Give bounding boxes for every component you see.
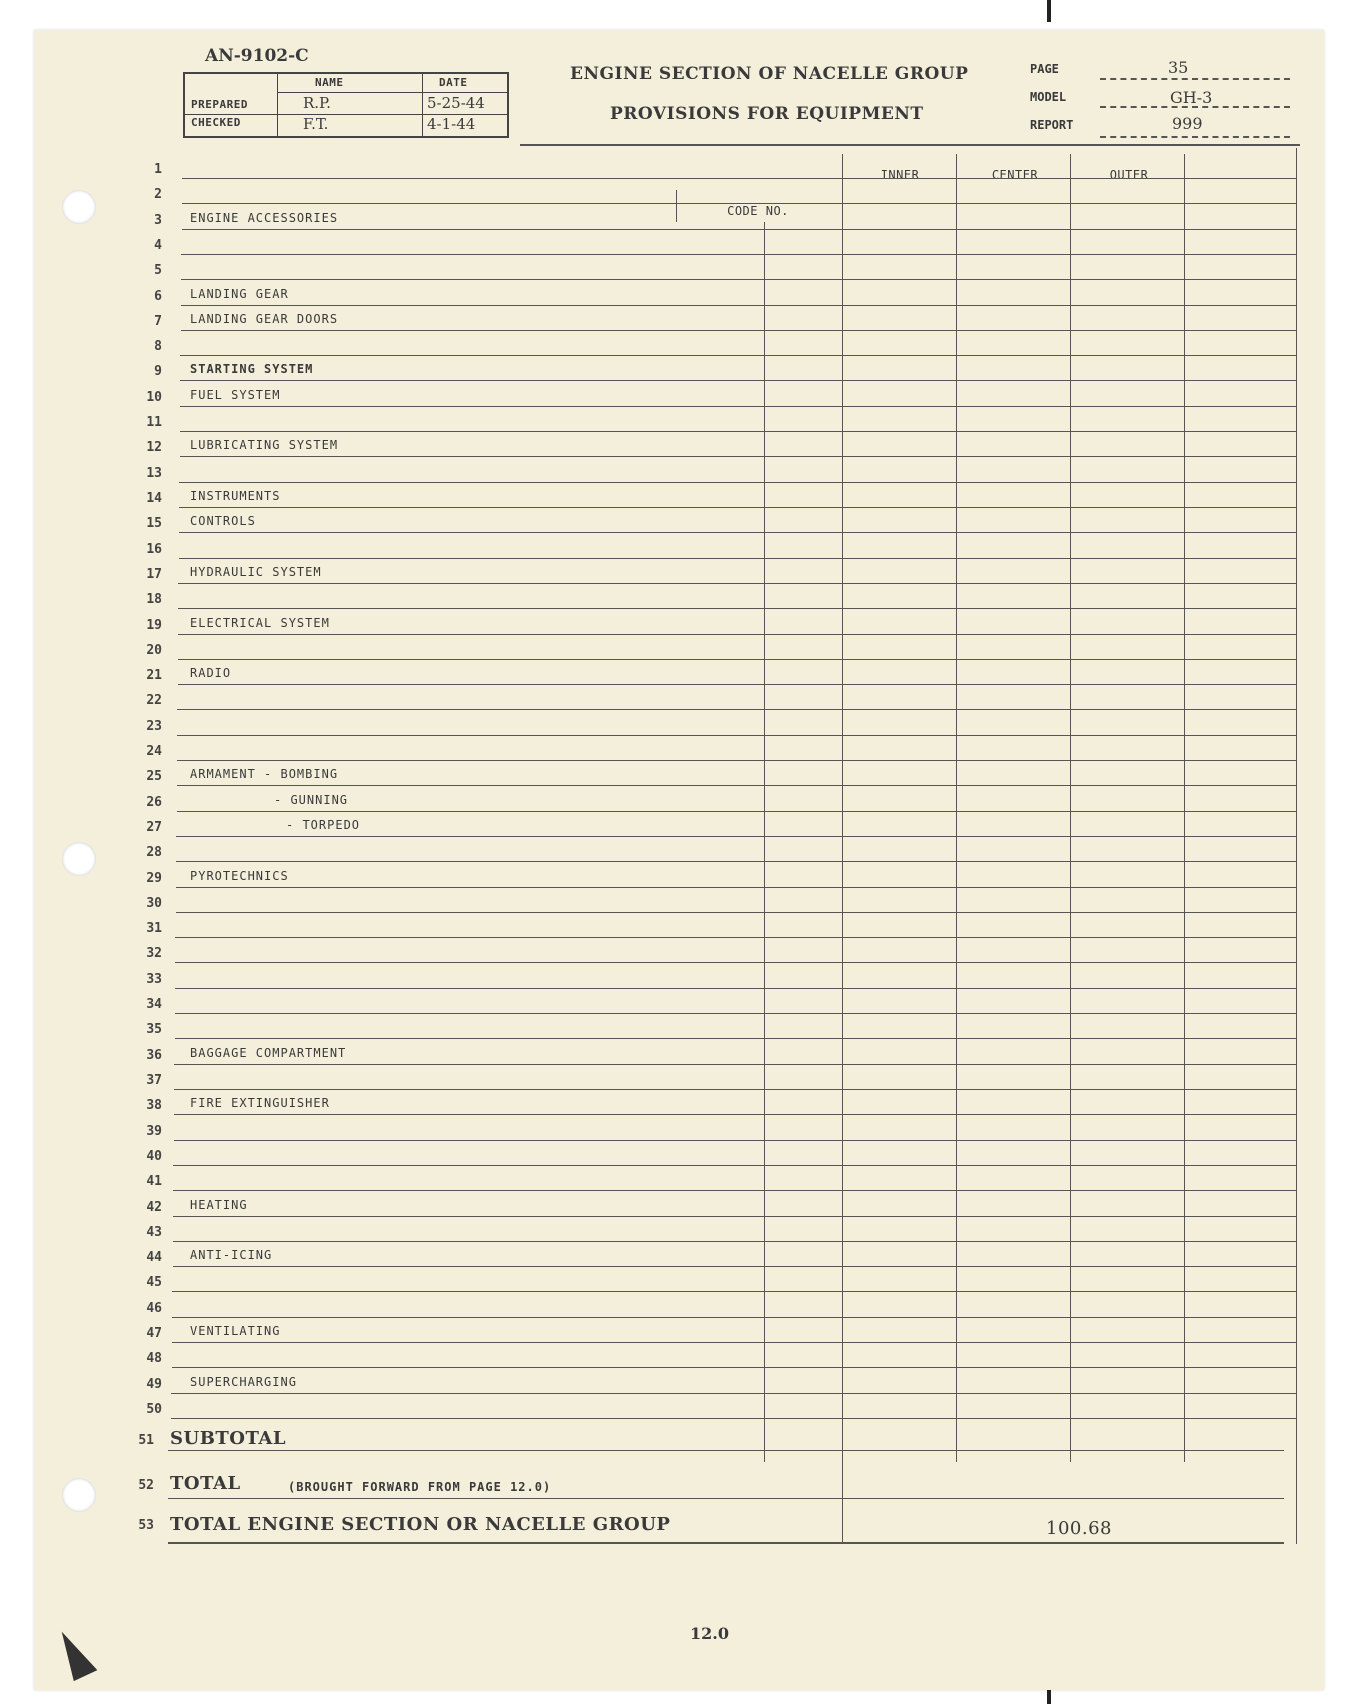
row-label-29: PYROTECHNICS (190, 868, 289, 883)
row-label-9: STARTING SYSTEM (190, 362, 314, 377)
row-number-50: 50 (146, 1402, 162, 1417)
row-rule (172, 1367, 1296, 1368)
row-rule (179, 558, 1296, 559)
row-rule (174, 1064, 1296, 1065)
row-number-31: 31 (146, 921, 162, 937)
row-label-42: HEATING (190, 1197, 248, 1212)
row-number-40: 40 (146, 1148, 162, 1164)
model-label: MODEL (1030, 90, 1067, 104)
row-rule (174, 1140, 1296, 1141)
row-rule (173, 1216, 1296, 1217)
row-number-25: 25 (146, 769, 162, 785)
row-rule (181, 279, 1296, 280)
row-number-9: 9 (154, 364, 162, 380)
row-number-53: 53 (138, 1518, 154, 1533)
row-rule (181, 330, 1296, 331)
model-value: GH-3 (1170, 88, 1213, 107)
row-number-2: 2 (154, 187, 162, 203)
row-rule (181, 254, 1296, 255)
prepared-name: R.P. (303, 94, 331, 112)
prepared-label: PREPARED (191, 98, 248, 111)
row-number-36: 36 (146, 1047, 162, 1063)
date-column-label: DATE (439, 76, 468, 89)
prepared-checked-box (183, 72, 509, 138)
row-label-47: VENTILATING (190, 1324, 281, 1339)
row-number-27: 27 (146, 819, 162, 835)
row-rule (182, 229, 1296, 230)
table-right-border (1296, 148, 1297, 1544)
inner-header: INNER (880, 168, 920, 182)
row-label-44: ANTI-ICING (190, 1248, 273, 1263)
outer-header: OUTER (1109, 168, 1149, 182)
row-rule (171, 1418, 1296, 1419)
name-column-label: NAME (315, 76, 344, 89)
row-number-38: 38 (146, 1098, 162, 1114)
code-no-divider-line (764, 222, 765, 1462)
row-rule (177, 760, 1296, 761)
row-rule (180, 380, 1296, 381)
row-rule (175, 962, 1296, 963)
row-rule (173, 1190, 1296, 1191)
row-rule (172, 1291, 1296, 1292)
row-rule (177, 811, 1297, 812)
row-number-8: 8 (154, 339, 162, 355)
row-number-24: 24 (146, 744, 162, 760)
report-label: REPORT (1030, 118, 1074, 132)
row-number-19: 19 (146, 617, 162, 633)
totals-rule (168, 1542, 1284, 1544)
row-rule (172, 1342, 1296, 1343)
totals-rule (168, 1498, 1284, 1499)
row-number-4: 4 (154, 237, 162, 253)
row-number-45: 45 (146, 1275, 162, 1291)
row-number-44: 44 (146, 1250, 162, 1266)
row-number-35: 35 (146, 1022, 162, 1038)
row-label-36: BAGGAGE COMPARTMENT (190, 1045, 347, 1060)
row-number-32: 32 (146, 946, 162, 962)
row-label-10: FUEL SYSTEM (190, 387, 281, 402)
row-number-52: 52 (138, 1478, 154, 1493)
row-rule (175, 1038, 1296, 1039)
row-rule (177, 709, 1296, 710)
row-rule (175, 937, 1296, 938)
row-rule (178, 659, 1296, 660)
row-rule (171, 1393, 1296, 1394)
row-number-46: 46 (146, 1300, 162, 1316)
brought-forward-note: (BROUGHT FORWARD FROM PAGE 12.0) (288, 1480, 552, 1494)
row-number-14: 14 (146, 490, 162, 506)
checked-date: 4-1-44 (427, 115, 476, 133)
row-label-6: LANDING GEAR (190, 286, 289, 301)
form-subtitle: PROVISIONS FOR EQUIPMENT (610, 104, 924, 124)
row-number-30: 30 (146, 895, 162, 911)
row-label-27: - TORPEDO (286, 817, 361, 832)
row-rule (177, 785, 1296, 786)
row-label-17: HYDRAULIC SYSTEM (190, 564, 322, 579)
row-rule (173, 1165, 1296, 1166)
outer-left-line (1070, 154, 1071, 1462)
row-number-1: 1 (154, 162, 162, 177)
row-number-49: 49 (146, 1376, 162, 1392)
row-number-22: 22 (146, 693, 162, 709)
row-number-37: 37 (146, 1073, 162, 1089)
paper-edge-mark-top (1047, 0, 1051, 22)
row-rule (172, 1317, 1296, 1318)
row-number-33: 33 (146, 971, 162, 987)
row-number-34: 34 (146, 997, 162, 1013)
row-rule (177, 735, 1296, 736)
code-no-left-line (676, 190, 677, 222)
row-rule (180, 355, 1296, 356)
row-label-14: INSTRUMENTS (190, 488, 281, 503)
row-number-23: 23 (146, 718, 162, 734)
prepared-date: 5-25-44 (427, 94, 485, 112)
row-number-21: 21 (146, 668, 162, 684)
row-rule (179, 482, 1296, 483)
row-number-20: 20 (146, 642, 162, 658)
row-label-25: ARMAMENT - BOMBING (190, 767, 339, 782)
inner-left-line (842, 154, 843, 1544)
header-rule (520, 144, 1300, 146)
row-label-19: ELECTRICAL SYSTEM (190, 615, 330, 630)
row-rule (179, 507, 1296, 508)
row-rule (176, 912, 1296, 913)
row-number-48: 48 (146, 1351, 162, 1367)
row-rule (173, 1241, 1296, 1242)
row-rule (175, 988, 1296, 989)
row-label-21: RADIO (190, 666, 232, 681)
row-number-47: 47 (146, 1326, 162, 1342)
row-rule (175, 1013, 1296, 1014)
row-rule (178, 684, 1296, 685)
row-rule (182, 203, 1296, 204)
row-label-7: LANDING GEAR DOORS (190, 311, 339, 326)
row-rule (179, 532, 1296, 533)
row-number-11: 11 (146, 415, 162, 431)
row-number-42: 42 (146, 1199, 162, 1215)
row-number-39: 39 (146, 1123, 162, 1139)
row-rule (178, 608, 1296, 609)
row-number-18: 18 (146, 592, 162, 608)
row-label-26: - GUNNING (274, 792, 349, 807)
row-number-7: 7 (154, 313, 162, 329)
row-number-51: 51 (138, 1433, 154, 1448)
row-number-13: 13 (146, 465, 162, 481)
page-label: PAGE (1030, 62, 1059, 76)
row-number-29: 29 (146, 870, 162, 886)
page-value: 35 (1168, 58, 1189, 77)
row-rule (178, 583, 1296, 584)
row-rule (180, 406, 1296, 407)
subtotal-label: SUBTOTAL (170, 1428, 287, 1449)
row-number-41: 41 (146, 1174, 162, 1190)
row-rule (180, 431, 1296, 432)
row-number-6: 6 (154, 288, 162, 304)
report-value: 999 (1172, 114, 1203, 133)
row-label-3: ENGINE ACCESSORIES (190, 210, 339, 225)
punch-hole-bottom (62, 1478, 96, 1512)
row-number-15: 15 (146, 516, 162, 532)
center-left-line (956, 154, 957, 1462)
row-number-10: 10 (146, 389, 162, 405)
total-engine-section-label: TOTAL ENGINE SECTION OR NACELLE GROUP (170, 1514, 671, 1535)
form-id: AN-9102-C (205, 46, 309, 66)
total-engine-section-value: 100.68 (1046, 1518, 1112, 1539)
page-footer: 12.0 (690, 1624, 729, 1643)
row-rule (173, 1266, 1296, 1267)
row-number-28: 28 (146, 845, 162, 861)
row-rule (181, 305, 1296, 306)
row-number-12: 12 (146, 440, 162, 456)
checked-label: CHECKED (191, 116, 241, 129)
row-label-49: SUPERCHARGING (190, 1374, 297, 1389)
row-rule (180, 456, 1296, 457)
row-rule (176, 887, 1296, 888)
totals-rule (168, 1450, 1284, 1451)
checked-name: F.T. (303, 115, 329, 133)
row-rule (178, 634, 1296, 635)
row-rule (176, 836, 1296, 837)
code-no-header: CODE NO. (727, 204, 789, 218)
row-rule (176, 861, 1296, 862)
row-label-12: LUBRICATING SYSTEM (190, 438, 339, 453)
row-number-5: 5 (154, 263, 162, 279)
form-title: ENGINE SECTION OF NACELLE GROUP (570, 64, 969, 84)
row-rule (182, 178, 1296, 179)
total-label: TOTAL (170, 1473, 241, 1494)
row-label-38: FIRE EXTINGUISHER (190, 1096, 330, 1111)
punch-hole-middle (62, 842, 96, 876)
row-number-17: 17 (146, 566, 162, 582)
center-header: CENTER (991, 168, 1039, 182)
row-number-43: 43 (146, 1224, 162, 1240)
row-number-3: 3 (154, 212, 162, 228)
row-rule (174, 1089, 1296, 1090)
row-label-15: CONTROLS (190, 514, 256, 529)
punch-hole-top (62, 190, 96, 224)
row-number-16: 16 (146, 541, 162, 557)
row-rule (174, 1114, 1296, 1115)
extra-column-line (1184, 154, 1185, 1462)
row-number-26: 26 (146, 794, 162, 810)
